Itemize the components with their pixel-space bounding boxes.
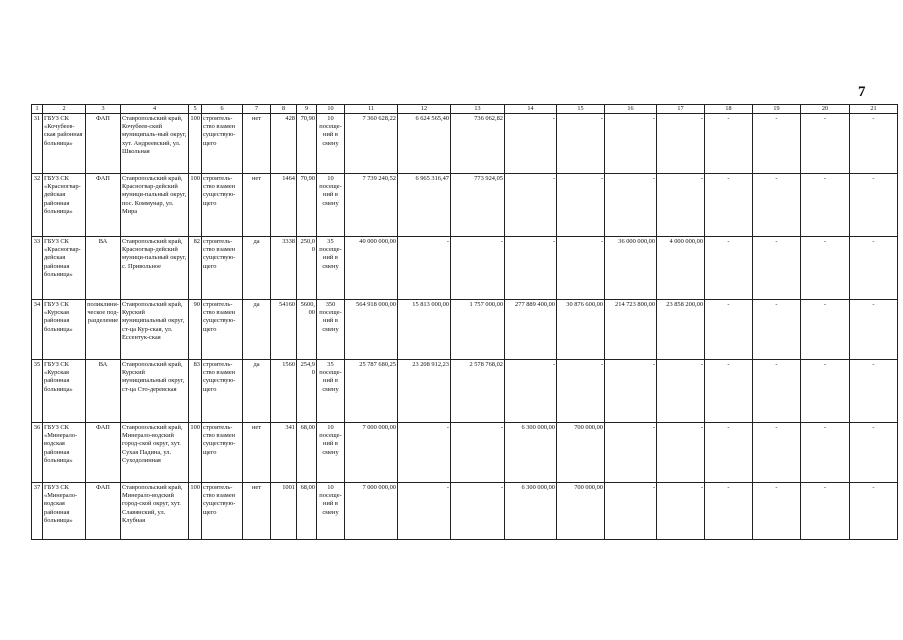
cost-2024-federal-cell: - xyxy=(505,237,557,300)
total-cost-cell: 7 739 240,52 xyxy=(345,174,398,237)
column-header: 9 xyxy=(297,105,317,114)
cost-2024-regional-cell: 700 000,00 xyxy=(557,483,605,540)
cost-2024-federal-cell: - xyxy=(505,360,557,423)
area-cell: 68,00 xyxy=(297,423,317,483)
capacity-cell: 10 посеще-ний в смену xyxy=(317,483,345,540)
cost-col-18-cell: - xyxy=(705,237,753,300)
cost-2023-federal-cell: 6 624 565,40 xyxy=(398,114,451,174)
cost-col-19-cell: - xyxy=(753,360,801,423)
cost-col-18-cell: - xyxy=(705,423,753,483)
wear-percent-cell: 100 xyxy=(189,114,202,174)
row-number-cell: 32 xyxy=(32,174,43,237)
cost-col-19-cell: - xyxy=(753,483,801,540)
facility-address-cell: Ставропольский край, Курский муниципальный округ, ст-ца Кур-ская, ул. Ессентук-ская xyxy=(121,300,189,360)
cost-col-18-cell: - xyxy=(705,483,753,540)
cost-2024-regional-cell: 30 876 600,00 xyxy=(557,300,605,360)
cost-2024-regional-cell: 700 000,00 xyxy=(557,423,605,483)
cost-col-20-cell: - xyxy=(801,114,850,174)
page-number: 7 xyxy=(858,84,866,100)
design-docs-cell: да xyxy=(243,300,271,360)
design-docs-cell: нет xyxy=(243,483,271,540)
capacity-cell: 35 посеще-ний в смену xyxy=(317,360,345,423)
cost-2025-federal-cell: - xyxy=(605,114,657,174)
column-header: 8 xyxy=(271,105,297,114)
work-type-cell: строитель-ство взамен существую-щего xyxy=(202,423,243,483)
population-cell: 341 xyxy=(271,423,297,483)
column-header: 3 xyxy=(86,105,121,114)
capacity-cell: 10 посеще-ний в смену xyxy=(317,114,345,174)
cost-2024-federal-cell: - xyxy=(505,114,557,174)
cost-2024-federal-cell: 6 300 000,00 xyxy=(505,423,557,483)
population-cell: 54160 xyxy=(271,300,297,360)
column-number-row xyxy=(32,105,898,114)
institution-name-cell: ГБУЗ СК «Курская районная больница» xyxy=(43,360,86,423)
table-body xyxy=(32,114,898,540)
institution-name-cell: ГБУЗ СК «Курская районная больница» xyxy=(43,300,86,360)
cost-2025-regional-cell: - xyxy=(657,174,705,237)
table-row xyxy=(32,423,898,483)
cost-col-21-cell: - xyxy=(850,483,898,540)
table-row xyxy=(32,174,898,237)
cost-col-20-cell: - xyxy=(801,174,850,237)
column-header: 2 xyxy=(43,105,86,114)
cost-2023-regional-cell: - xyxy=(451,237,505,300)
institution-name-cell: ГБУЗ СК «Красногвар-дейская районная больница» xyxy=(43,237,86,300)
facility-type-cell: ФАП xyxy=(86,423,121,483)
cost-2024-regional-cell: - xyxy=(557,237,605,300)
facility-type-cell: ФАП xyxy=(86,114,121,174)
cost-2023-regional-cell: 2 578 768,02 xyxy=(451,360,505,423)
cost-2023-regional-cell: - xyxy=(451,483,505,540)
cost-col-21-cell: - xyxy=(850,174,898,237)
area-cell: 5600,00 xyxy=(297,300,317,360)
cost-2025-regional-cell: - xyxy=(657,423,705,483)
cost-2023-regional-cell: 773 924,05 xyxy=(451,174,505,237)
wear-percent-cell: 90 xyxy=(189,300,202,360)
cost-2023-federal-cell: - xyxy=(398,423,451,483)
cost-2025-regional-cell: - xyxy=(657,360,705,423)
cost-2025-federal-cell: - xyxy=(605,423,657,483)
row-number-cell: 35 xyxy=(32,360,43,423)
cost-col-19-cell: - xyxy=(753,300,801,360)
population-cell: 1001 xyxy=(271,483,297,540)
column-header: 14 xyxy=(505,105,557,114)
cost-col-20-cell: - xyxy=(801,237,850,300)
total-cost-cell: 7 000 000,00 xyxy=(345,423,398,483)
table-row xyxy=(32,360,898,423)
cost-col-21-cell: - xyxy=(850,423,898,483)
cost-2024-regional-cell: - xyxy=(557,114,605,174)
cost-col-18-cell: - xyxy=(705,300,753,360)
institution-name-cell: ГБУЗ СК «Красногвар-дейская районная больница» xyxy=(43,174,86,237)
column-header: 15 xyxy=(557,105,605,114)
institution-name-cell: ГБУЗ СК «Кочубеев-ская районная больница» xyxy=(43,114,86,174)
column-header: 17 xyxy=(657,105,705,114)
area-cell: 254,90 xyxy=(297,360,317,423)
cost-col-19-cell: - xyxy=(753,174,801,237)
design-docs-cell: да xyxy=(243,360,271,423)
design-docs-cell: да xyxy=(243,237,271,300)
wear-percent-cell: 82 xyxy=(189,237,202,300)
total-cost-cell: 7 360 628,22 xyxy=(345,114,398,174)
cost-col-20-cell: - xyxy=(801,483,850,540)
cost-col-21-cell: - xyxy=(850,300,898,360)
work-type-cell: строитель-ство взамен существую-щего xyxy=(202,237,243,300)
wear-percent-cell: 100 xyxy=(189,483,202,540)
cost-col-20-cell: - xyxy=(801,300,850,360)
area-cell: 70,90 xyxy=(297,114,317,174)
total-cost-cell: 25 787 680,25 xyxy=(345,360,398,423)
column-header: 13 xyxy=(451,105,505,114)
cost-2024-federal-cell: 6 300 000,00 xyxy=(505,483,557,540)
institution-name-cell: ГБУЗ СК «Минерало-водская районная больница» xyxy=(43,483,86,540)
column-header: 21 xyxy=(850,105,898,114)
work-type-cell: строитель-ство взамен существую-щего xyxy=(202,114,243,174)
facility-type-cell: ФАП xyxy=(86,483,121,540)
cost-col-18-cell: - xyxy=(705,174,753,237)
total-cost-cell: 7 000 000,00 xyxy=(345,483,398,540)
cost-2023-federal-cell: - xyxy=(398,483,451,540)
column-header: 19 xyxy=(753,105,801,114)
cost-2025-federal-cell: - xyxy=(605,174,657,237)
population-cell: 1560 xyxy=(271,360,297,423)
cost-col-19-cell: - xyxy=(753,237,801,300)
column-header: 5 xyxy=(189,105,202,114)
column-header: 6 xyxy=(202,105,243,114)
cost-2023-federal-cell: 6 965 316,47 xyxy=(398,174,451,237)
facility-address-cell: Ставропольский край, Красногвар-дейский муници-пальный округ, пос. Коммунар, ул. Мира xyxy=(121,174,189,237)
work-type-cell: строитель-ство взамен существую-щего xyxy=(202,300,243,360)
cost-2023-regional-cell: - xyxy=(451,423,505,483)
facility-address-cell: Ставропольский край, Минерало-водский город-ской округ, хут. Сухая Падина, ул. Суходолинная xyxy=(121,423,189,483)
facility-type-cell: ФАП xyxy=(86,174,121,237)
facility-table xyxy=(31,104,898,540)
capacity-cell: 35 посеще-ний в смену xyxy=(317,237,345,300)
cost-2025-federal-cell: - xyxy=(605,360,657,423)
facility-address-cell: Ставропольский край, Курский муниципальный округ, ст-ца Сто-деревская xyxy=(121,360,189,423)
cost-2023-federal-cell: 15 813 000,00 xyxy=(398,300,451,360)
cost-col-19-cell: - xyxy=(753,423,801,483)
facility-address-cell: Ставропольский край, Кочубеев-ский муниципаль-ный округ, хут. Андреевский, ул. Школьная xyxy=(121,114,189,174)
column-header: 4 xyxy=(121,105,189,114)
cost-col-21-cell: - xyxy=(850,237,898,300)
table-row xyxy=(32,237,898,300)
area-cell: 250,00 xyxy=(297,237,317,300)
row-number-cell: 33 xyxy=(32,237,43,300)
population-cell: 1464 xyxy=(271,174,297,237)
cost-2023-federal-cell: - xyxy=(398,237,451,300)
cost-col-20-cell: - xyxy=(801,423,850,483)
column-header: 20 xyxy=(801,105,850,114)
cost-2023-regional-cell: 736 062,82 xyxy=(451,114,505,174)
capacity-cell: 350 посеще-ний в смену xyxy=(317,300,345,360)
total-cost-cell: 40 000 000,00 xyxy=(345,237,398,300)
cost-2024-federal-cell: 277 889 400,00 xyxy=(505,300,557,360)
row-number-cell: 37 xyxy=(32,483,43,540)
design-docs-cell: нет xyxy=(243,423,271,483)
area-cell: 68,00 xyxy=(297,483,317,540)
institution-name-cell: ГБУЗ СК «Минерало-водская районная больница» xyxy=(43,423,86,483)
area-cell: 70,90 xyxy=(297,174,317,237)
facility-type-cell: ВА xyxy=(86,360,121,423)
row-number-cell: 34 xyxy=(32,300,43,360)
capacity-cell: 10 посеще-ний в смену xyxy=(317,423,345,483)
cost-2024-regional-cell: - xyxy=(557,360,605,423)
wear-percent-cell: 100 xyxy=(189,174,202,237)
work-type-cell: строитель-ство взамен существую-щего xyxy=(202,483,243,540)
column-header: 18 xyxy=(705,105,753,114)
design-docs-cell: нет xyxy=(243,174,271,237)
cost-col-20-cell: - xyxy=(801,360,850,423)
capacity-cell: 10 посеще-ний в смену xyxy=(317,174,345,237)
cost-2025-regional-cell: - xyxy=(657,483,705,540)
work-type-cell: строитель-ство взамен существую-щего xyxy=(202,360,243,423)
cost-col-19-cell: - xyxy=(753,114,801,174)
cost-2024-regional-cell: - xyxy=(557,174,605,237)
cost-2025-federal-cell: 214 723 800,00 xyxy=(605,300,657,360)
population-cell: 428 xyxy=(271,114,297,174)
column-header: 12 xyxy=(398,105,451,114)
column-header: 16 xyxy=(605,105,657,114)
cost-col-18-cell: - xyxy=(705,114,753,174)
table-row xyxy=(32,483,898,540)
cost-col-21-cell: - xyxy=(850,360,898,423)
cost-2024-federal-cell: - xyxy=(505,174,557,237)
cost-2025-federal-cell: - xyxy=(605,483,657,540)
cost-2025-regional-cell: 4 000 000,00 xyxy=(657,237,705,300)
facility-type-cell: поликлини-ческое под-разделение xyxy=(86,300,121,360)
column-header: 10 xyxy=(317,105,345,114)
cost-2025-regional-cell: 23 858 200,00 xyxy=(657,300,705,360)
cost-2023-regional-cell: 1 757 000,00 xyxy=(451,300,505,360)
wear-percent-cell: 83 xyxy=(189,360,202,423)
total-cost-cell: 564 918 000,00 xyxy=(345,300,398,360)
row-number-cell: 36 xyxy=(32,423,43,483)
population-cell: 3338 xyxy=(271,237,297,300)
wear-percent-cell: 100 xyxy=(189,423,202,483)
column-header: 1 xyxy=(32,105,43,114)
table-row xyxy=(32,300,898,360)
facility-address-cell: Ставропольский край, Красногвар-дейский муници-пальный округ, с. Привольное xyxy=(121,237,189,300)
design-docs-cell: нет xyxy=(243,114,271,174)
work-type-cell: строитель-ство взамен существую-щего xyxy=(202,174,243,237)
table-row xyxy=(32,114,898,174)
cost-col-21-cell: - xyxy=(850,114,898,174)
cost-col-18-cell: - xyxy=(705,360,753,423)
facility-address-cell: Ставропольский край, Минерало-водский город-ской округ, хут. Славянский, ул. Клубная xyxy=(121,483,189,540)
cost-2023-federal-cell: 23 208 912,23 xyxy=(398,360,451,423)
row-number-cell: 31 xyxy=(32,114,43,174)
cost-2025-federal-cell: 36 000 000,00 xyxy=(605,237,657,300)
column-header: 7 xyxy=(243,105,271,114)
column-header: 11 xyxy=(345,105,398,114)
cost-2025-regional-cell: - xyxy=(657,114,705,174)
facility-type-cell: ВА xyxy=(86,237,121,300)
